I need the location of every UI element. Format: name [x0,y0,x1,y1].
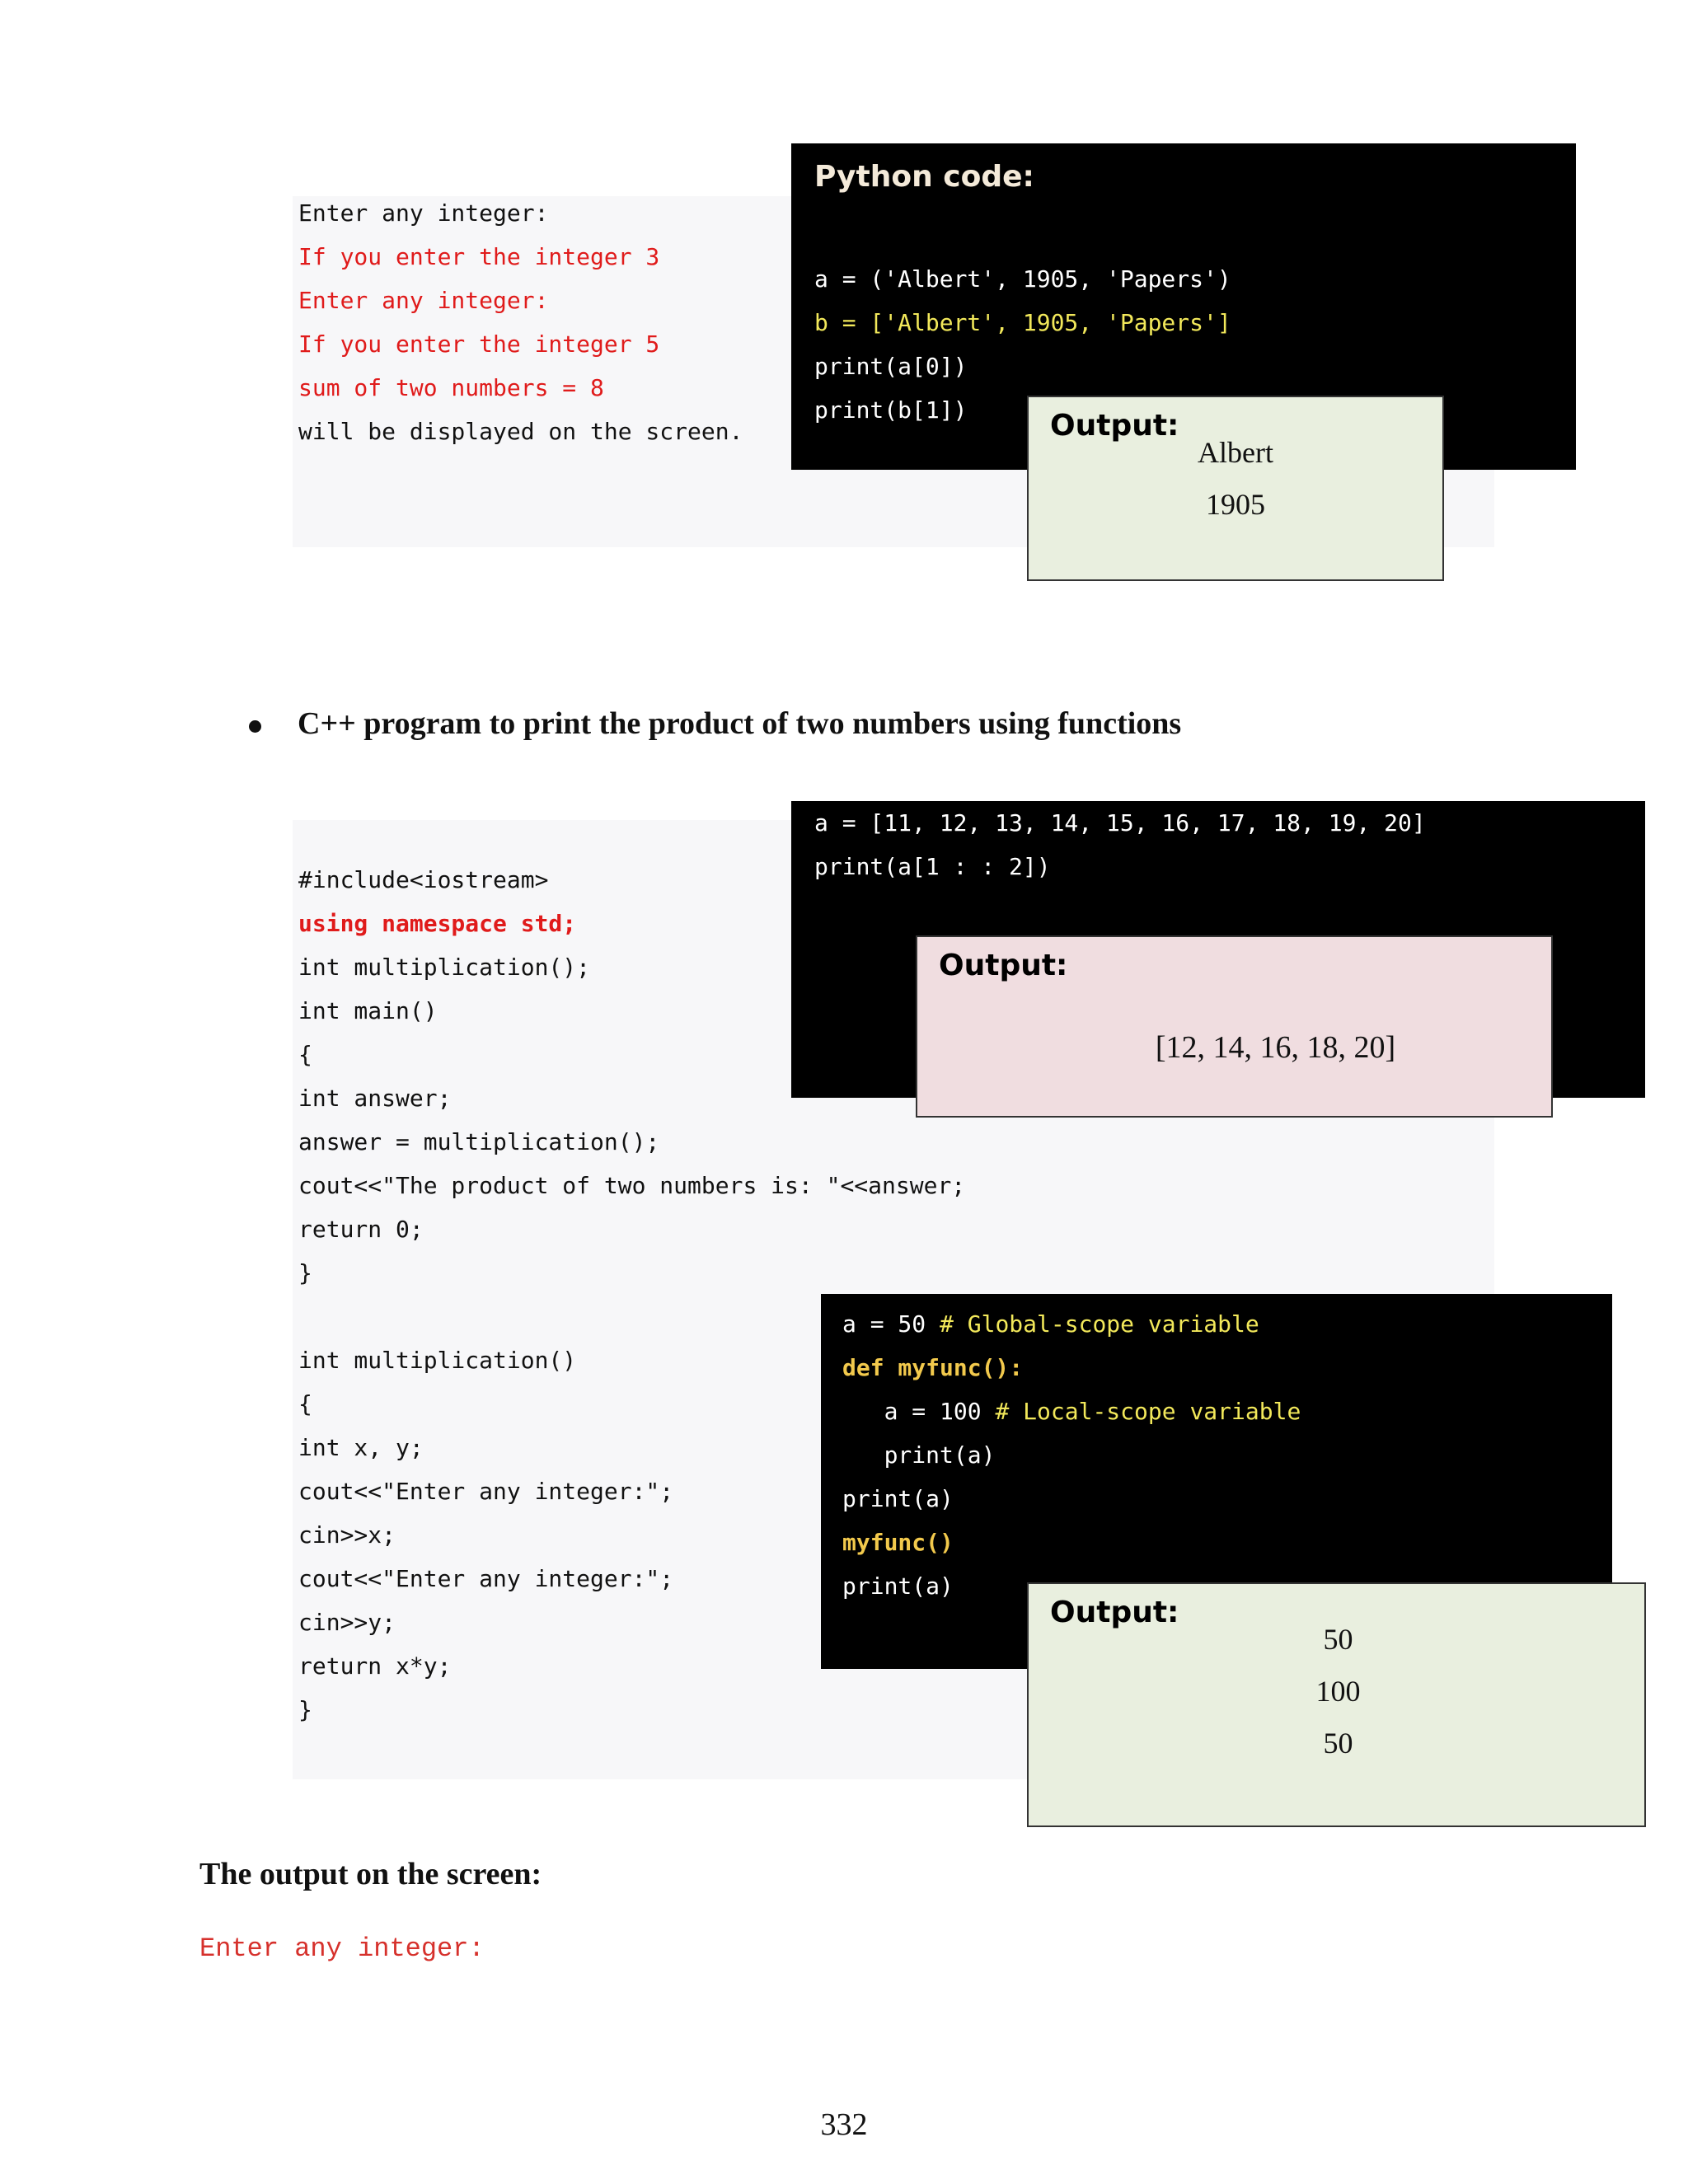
code-line: print(b[1]) [814,396,968,424]
code-line: return x*y; [298,1652,452,1680]
top-line: Enter any integer: [298,199,549,227]
code-line: } [298,1259,312,1286]
code-line: cin>>y; [298,1609,396,1636]
code-line [842,1390,1301,1433]
output-value: 1905 [1206,488,1265,521]
output-box-3 [1027,1582,1646,1827]
code-line: } [298,1696,312,1723]
comment: # Local-scope variable [995,1398,1301,1425]
code-line: cout<<"The product of two numbers is: "<<answer; [298,1172,966,1199]
output-box-1 [1027,396,1444,581]
top-line: will be displayed on the screen. [298,418,743,445]
code-line: return 0; [298,1216,424,1243]
code-line [842,1302,1301,1346]
code-line: a = [11, 12, 13, 14, 15, 16, 17, 18, 19, 20] [814,809,1426,837]
code-line: #include<iostream> [298,866,549,893]
code-line [842,1346,1301,1390]
code-line: print(a[0]) [814,353,968,380]
comment: # Global-scope variable [940,1310,1259,1338]
code-line: cout<<"Enter any integer:"; [298,1565,674,1592]
output-values [1029,427,1442,531]
page-number: 332 [820,2107,868,2142]
code-line: int x, y; [298,1434,424,1461]
top-line: If you enter the integer 5 [298,330,660,358]
output-heading: The output on the screen: [199,1857,542,1891]
code-line: int multiplication() [298,1347,577,1374]
bullet-icon [249,720,261,733]
code-line: b = ['Albert', 1905, 'Papers'] [814,309,1231,336]
code: a = 100 [842,1398,996,1425]
code-line: int multiplication(); [298,954,591,981]
code-line: { [298,1390,312,1418]
code-line: cin>>x; [298,1521,396,1549]
code-line: { [298,1041,312,1068]
code-line: using namespace std; [298,910,577,937]
code: a = 50 [842,1310,940,1338]
code-line: print(a[1 : : 2]) [814,853,1051,880]
output-value: Albert [1198,436,1273,469]
python-code-lines [842,1302,1301,1608]
top-line: Enter any integer: [298,287,549,314]
output-title: Output: [1050,1596,1179,1629]
code-line: cout<<"Enter any integer:"; [298,1478,674,1505]
output-value: 50 [1323,1623,1353,1656]
code-line [842,1477,1301,1521]
code: print(a) [842,1485,954,1512]
code-line: answer = multiplication(); [298,1128,660,1155]
top-text-lines [298,191,743,453]
code-line: a = ('Albert', 1905, 'Papers') [814,265,1231,293]
code: myfunc() [842,1529,954,1556]
output-title: Output: [1050,409,1179,443]
python-code-lines [814,801,1426,888]
code-line: int answer; [298,1085,452,1112]
code: print(a) [842,1572,954,1600]
output-values [1029,1614,1648,1769]
output-line: Enter any integer: [199,1933,485,1964]
output-title: Output: [939,949,1068,982]
python-code-title: Python code: [814,160,1034,194]
output-value: [12, 14, 16, 18, 20] [1155,1030,1396,1065]
code-line [842,1433,1301,1477]
code-line [842,1521,1301,1564]
top-line: sum of two numbers = 8 [298,374,604,401]
top-line: If you enter the integer 3 [298,243,660,270]
output-value: 100 [1315,1675,1361,1708]
section-heading: C++ program to print the product of two numbers using functions [298,706,1182,741]
code-line: int main() [298,997,438,1024]
code: def myfunc(): [842,1354,1024,1381]
output-value: 50 [1323,1727,1353,1760]
code: print(a) [842,1441,996,1469]
output-box-2 [916,935,1553,1118]
